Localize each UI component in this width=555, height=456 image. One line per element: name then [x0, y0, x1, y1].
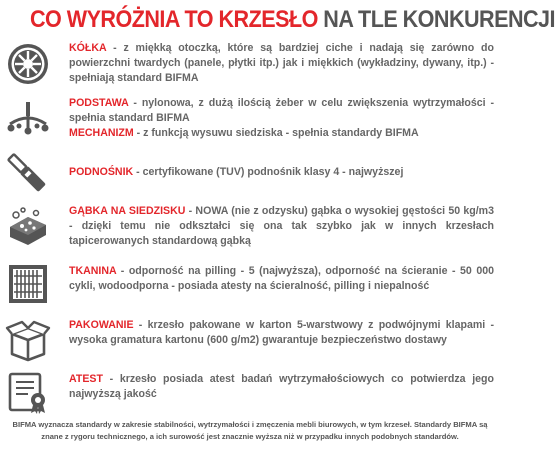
feature-description: - nylonowa, z dużą ilością żeber w celu zwiększenia wytrzymałości - spełnia standard BIFMA	[69, 97, 494, 124]
feature-text	[69, 264, 494, 294]
feature-description: - odporność na pilling - 5 (najwyższa), odporność na ścieranie - 50 000 cykli, wodoodporna - posiada atesty na ścieralność, pilling i niepalność	[69, 265, 494, 292]
page-title	[30, 6, 555, 34]
feature-description: - krzesło pakowane w karton 5-warstwowy z podwójnymi klapami - wysoka gramatura kartonu (600 g/m2) gwarantuje bezpieczeństwo dostawy	[69, 319, 494, 346]
feature-description-secondary: - z funkcją wysuwu siedziska - spełnia standardy BIFMA	[133, 127, 419, 139]
certificate-icon	[6, 370, 50, 414]
feature-label: PAKOWANIE	[69, 319, 134, 331]
footer-note: BIFMA wyznacza standardy w zakresie stabilności, wytrzymałości i zmęczenia mebli biurowych, w tym krzeseł. Standardy BIFMA są znane z rygoru technicznego, a ich surowość jest znacznie wyższa niż w przypadku innych podobnych standardów.	[12, 420, 488, 441]
feature-label: ATEST	[69, 373, 103, 385]
feature-description: - krzesło posiada atest badań wytrzymałościowych co potwierdza jego najwyższą jakość	[69, 373, 494, 400]
wheel-icon	[6, 42, 50, 86]
sponge-icon	[6, 205, 50, 249]
feature-text	[69, 204, 494, 249]
chair-base-icon	[6, 98, 50, 142]
feature-text	[69, 96, 494, 141]
fabric-icon	[6, 262, 50, 306]
feature-text	[69, 165, 494, 180]
feature-text	[69, 318, 494, 348]
feature-label: PODSTAWA	[69, 97, 129, 109]
feature-label: PODNOŚNIK	[69, 166, 134, 178]
feature-label: TKANINA	[69, 265, 117, 277]
feature-text	[69, 41, 494, 86]
title-red: CO WYRÓŻNIA TO KRZESŁO	[30, 6, 318, 33]
feature-label: GĄBKA NA SIEDZISKU	[69, 205, 186, 217]
box-icon	[6, 318, 50, 362]
feature-description: - certyfikowane (TUV) podnośnik klasy 4 - najwyższej	[133, 166, 404, 178]
feature-description: - NOWA (nie z odzysku) gąbka o wysokiej gęstości 50 kg/m3 - dzięki temu nie odkształci się ona tak szybko jak w innych krzesłach tapicerowanych standardową gąbką	[69, 205, 494, 247]
feature-text	[69, 372, 494, 402]
title-gray: NA TLE KONKURENCJI	[323, 6, 555, 33]
gas-lift-icon	[6, 152, 50, 196]
feature-label: KÓŁKA	[69, 42, 107, 54]
feature-description: - z miękką otoczką, które są bardziej ciche i nadają się zarówno do powierzchni twardych (panele, płytki itp.) jak i miękkich (wykładziny, dywany, itp.) - spełniają standard BIFMA	[69, 42, 494, 84]
feature-label-secondary: MECHANIZM	[69, 127, 134, 139]
